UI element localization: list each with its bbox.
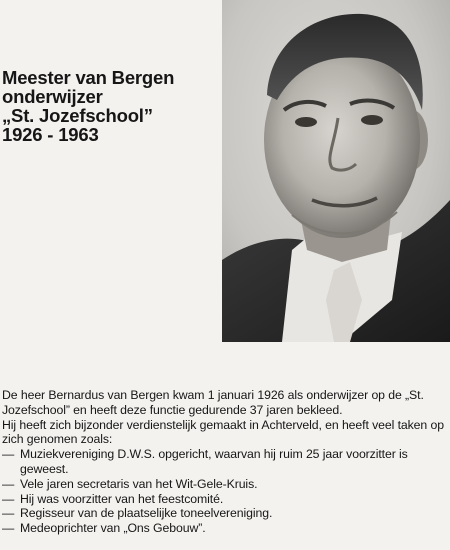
merits-paragraph: Hij heeft zich bijzonder verdienstelijk gemaakt in Achterveld, en heeft veel taken op zich genomen zoals: bbox=[2, 417, 444, 447]
list-item-text: Hij was voorzitter van het feestcomité. bbox=[20, 491, 224, 506]
task-list bbox=[2, 447, 448, 536]
dash-bullet: — bbox=[2, 447, 15, 462]
title-line-school: „St. Jozefschool” bbox=[2, 105, 153, 126]
list-item bbox=[2, 492, 448, 507]
dash-bullet: — bbox=[2, 506, 15, 521]
dash-bullet: — bbox=[2, 491, 15, 506]
article-body bbox=[2, 388, 448, 536]
list-item-text: Medeoprichter van „Ons Gebouw”. bbox=[20, 521, 206, 536]
title-line-name: Meester van Bergen bbox=[2, 67, 175, 88]
list-item-text: Vele jaren secretaris van het Wit-Gele-Kruis. bbox=[20, 476, 258, 491]
dash-bullet: — bbox=[2, 476, 15, 491]
title-line-role: onderwijzer bbox=[2, 86, 103, 107]
page-title bbox=[2, 68, 217, 144]
portrait-photo bbox=[222, 0, 450, 342]
dash-bullet: — bbox=[2, 521, 15, 536]
list-item bbox=[2, 521, 448, 536]
list-item-text: Muziekvereniging D.W.S. opgericht, waarvan hij ruim 25 jaar voorzitter is geweest. bbox=[20, 447, 408, 476]
list-item bbox=[2, 477, 448, 492]
list-item bbox=[2, 506, 448, 521]
list-item-text: Regisseur van de plaatselijke toneelvereniging. bbox=[20, 506, 273, 521]
intro-paragraph: De heer Bernardus van Bergen kwam 1 januari 1926 als onderwijzer op de „St. Jozefschool” en heeft deze functie gedurende 37 jaren bekleed. bbox=[2, 388, 424, 417]
list-item bbox=[2, 447, 448, 477]
title-line-years: 1926 - 1963 bbox=[2, 124, 99, 145]
